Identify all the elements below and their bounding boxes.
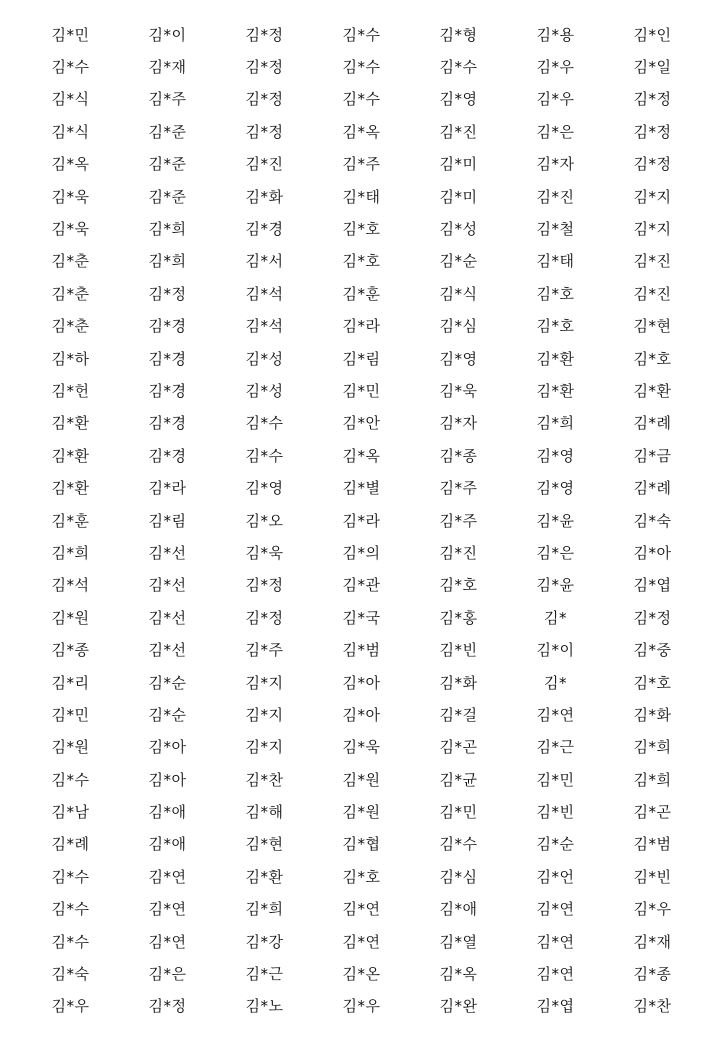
name-cell: 김*아 [633, 543, 672, 562]
name-cell: 김*순 [148, 673, 187, 692]
name-cell: 김*일 [633, 58, 672, 77]
name-cell: 김*민 [342, 381, 381, 400]
name-cell: 김*범 [633, 835, 672, 854]
name-cell: 김*의 [342, 543, 381, 562]
name-cell: 김*성 [245, 381, 284, 400]
name-cell: 김*진 [536, 187, 575, 206]
name-cell: 김*아 [148, 738, 187, 757]
name-cell: 김*하 [51, 349, 90, 368]
name-cell: 김*옥 [342, 446, 381, 465]
name-cell: 김* [544, 673, 567, 692]
name-cell: 김*희 [245, 900, 284, 919]
name-cell: 김*온 [342, 965, 381, 984]
name-cell: 김*수 [342, 90, 381, 109]
name-cell: 김*근 [536, 738, 575, 757]
name-cell: 김*호 [342, 252, 381, 271]
name-cell: 김*환 [51, 414, 90, 433]
name-cell: 김*현 [245, 835, 284, 854]
name-cell: 김*원 [51, 608, 90, 627]
name-cell: 김*종 [633, 965, 672, 984]
name-cell: 김*주 [148, 90, 187, 109]
name-cell: 김*순 [148, 705, 187, 724]
name-cell: 김*례 [51, 835, 90, 854]
name-cell: 김*선 [148, 608, 187, 627]
name-cell: 김*진 [245, 155, 284, 174]
name-cell: 김*원 [342, 770, 381, 789]
name-cell: 김*춘 [51, 317, 90, 336]
name-cell: 김*수 [342, 25, 381, 44]
name-cell: 김* [544, 608, 567, 627]
name-cell: 김*종 [51, 641, 90, 660]
name-cell: 김*경 [148, 317, 187, 336]
name-cell: 김*찬 [633, 997, 672, 1016]
name-cell: 김*우 [536, 58, 575, 77]
name-cell: 김*영 [536, 446, 575, 465]
name-cell: 김*석 [245, 284, 284, 303]
name-cell: 김*주 [439, 511, 478, 530]
name-cell: 김*환 [536, 381, 575, 400]
name-cell: 김*준 [148, 155, 187, 174]
name-cell: 김*열 [439, 932, 478, 951]
name-cell: 김*진 [633, 252, 672, 271]
name-cell: 김*호 [633, 349, 672, 368]
name-cell: 김*숙 [51, 965, 90, 984]
name-cell: 김*엽 [633, 576, 672, 595]
name-cell: 김*범 [342, 641, 381, 660]
name-cell: 김*순 [439, 252, 478, 271]
name-cell: 김*화 [245, 187, 284, 206]
name-cell: 김*욱 [245, 543, 284, 562]
name-cell: 김*영 [439, 90, 478, 109]
name-cell: 김*종 [439, 446, 478, 465]
name-cell: 김*아 [342, 705, 381, 724]
name-cell: 김*준 [148, 187, 187, 206]
name-cell: 김*언 [536, 867, 575, 886]
name-cell: 김*호 [633, 673, 672, 692]
name-cell: 김*은 [536, 543, 575, 562]
name-cell: 김*지 [245, 673, 284, 692]
name-cell: 김*지 [633, 187, 672, 206]
name-cell: 김*례 [633, 414, 672, 433]
name-cell: 김*은 [536, 122, 575, 141]
name-cell: 김*식 [51, 122, 90, 141]
name-cell: 김*관 [342, 576, 381, 595]
name-cell: 김*훈 [51, 511, 90, 530]
name-cell: 김*윤 [536, 576, 575, 595]
name-cell: 김*형 [439, 25, 478, 44]
name-cell: 김*태 [536, 252, 575, 271]
name-cell: 김*애 [148, 803, 187, 822]
name-cell: 김*식 [439, 284, 478, 303]
name-cell: 김*진 [439, 543, 478, 562]
name-cell: 김*정 [633, 122, 672, 141]
name-cell: 김*수 [439, 835, 478, 854]
name-cell: 김*례 [633, 479, 672, 498]
name-cell: 김*옥 [342, 122, 381, 141]
name-cell: 김*리 [51, 673, 90, 692]
name-cell: 김*선 [148, 543, 187, 562]
name-cell: 김*준 [148, 122, 187, 141]
name-cell: 김*정 [245, 58, 284, 77]
name-cell: 김*주 [342, 155, 381, 174]
name-cell: 김*호 [342, 867, 381, 886]
name-cell: 김*윤 [536, 511, 575, 530]
name-cell: 김*수 [51, 58, 90, 77]
name-cell: 김*연 [536, 705, 575, 724]
name-cell: 김*엽 [536, 997, 575, 1016]
name-cell: 김*미 [439, 155, 478, 174]
name-cell: 김*숙 [633, 511, 672, 530]
name-cell: 김*연 [342, 932, 381, 951]
name-cell: 김*경 [148, 349, 187, 368]
name-cell: 김*욱 [51, 187, 90, 206]
name-cell: 김*자 [439, 414, 478, 433]
name-cell: 김*주 [245, 641, 284, 660]
name-cell: 김*환 [245, 867, 284, 886]
name-cell: 김*강 [245, 932, 284, 951]
name-cell: 김*호 [439, 576, 478, 595]
name-cell: 김*재 [633, 932, 672, 951]
name-cell: 김*희 [633, 738, 672, 757]
name-cell: 김*미 [439, 187, 478, 206]
name-cell: 김*인 [633, 25, 672, 44]
name-cell: 김*이 [536, 641, 575, 660]
name-cell: 김*순 [536, 835, 575, 854]
name-cell: 김*라 [342, 317, 381, 336]
name-cell: 김*아 [148, 770, 187, 789]
name-cell: 김*경 [148, 446, 187, 465]
name-cell: 김*호 [536, 317, 575, 336]
name-cell: 김*지 [245, 705, 284, 724]
name-cell: 김*영 [439, 349, 478, 368]
name-cell: 김*민 [536, 770, 575, 789]
name-cell: 김*균 [439, 770, 478, 789]
name-cell: 김*민 [51, 705, 90, 724]
name-cell: 김*우 [633, 900, 672, 919]
name-cell: 김*정 [148, 284, 187, 303]
name-cell: 김*식 [51, 90, 90, 109]
name-cell: 김*연 [536, 900, 575, 919]
name-cell: 김*성 [439, 220, 478, 239]
name-cell: 김*민 [51, 25, 90, 44]
name-cell: 김*주 [439, 479, 478, 498]
name-cell: 김*노 [245, 997, 284, 1016]
name-cell: 김*지 [245, 738, 284, 757]
name-cell: 김*경 [148, 414, 187, 433]
name-cell: 김*정 [245, 608, 284, 627]
name-cell: 김*환 [51, 446, 90, 465]
name-cell: 김*우 [536, 90, 575, 109]
name-cell: 김*애 [439, 900, 478, 919]
name-cell: 김*근 [245, 965, 284, 984]
name-cell: 김*영 [245, 479, 284, 498]
name-cell: 김*중 [633, 641, 672, 660]
name-cell: 김*홍 [439, 608, 478, 627]
name-cell: 김*수 [51, 932, 90, 951]
name-cell: 김*연 [148, 867, 187, 886]
name-cell: 김*현 [633, 317, 672, 336]
name-cell: 김*걸 [439, 705, 478, 724]
name-cell: 김*우 [51, 997, 90, 1016]
name-cell: 김*희 [633, 770, 672, 789]
name-cell: 김*이 [148, 25, 187, 44]
name-cell: 김*수 [245, 414, 284, 433]
name-cell: 김*수 [51, 867, 90, 886]
name-cell: 김*아 [342, 673, 381, 692]
name-cell: 김*라 [342, 511, 381, 530]
name-cell: 김*용 [536, 25, 575, 44]
name-cell: 김*석 [245, 317, 284, 336]
name-cell: 김*국 [342, 608, 381, 627]
name-cell: 김*옥 [51, 155, 90, 174]
name-cell: 김*성 [245, 349, 284, 368]
name-cell: 김*애 [148, 835, 187, 854]
name-cell: 김*선 [148, 576, 187, 595]
name-cell: 김*춘 [51, 284, 90, 303]
name-cell: 김*정 [245, 122, 284, 141]
name-cell: 김*화 [633, 705, 672, 724]
name-cell: 김*진 [633, 284, 672, 303]
name-cell: 김*민 [439, 803, 478, 822]
name-cell: 김*호 [342, 220, 381, 239]
name-cell: 김*서 [245, 252, 284, 271]
name-cell: 김*림 [148, 511, 187, 530]
name-cell: 김*남 [51, 803, 90, 822]
name-cell: 김*진 [439, 122, 478, 141]
name-cell: 김*연 [536, 965, 575, 984]
name-cell: 김*심 [439, 867, 478, 886]
name-cell: 김*빈 [633, 867, 672, 886]
name-cell: 김*라 [148, 479, 187, 498]
name-cell: 김*욱 [342, 738, 381, 757]
name-cell: 김*환 [51, 479, 90, 498]
name-cell: 김*선 [148, 641, 187, 660]
name-cell: 김*석 [51, 576, 90, 595]
name-cell: 김*욱 [439, 381, 478, 400]
name-cell: 김*연 [148, 900, 187, 919]
name-cell: 김*옥 [439, 965, 478, 984]
name-cell: 김*정 [245, 25, 284, 44]
name-cell: 김*욱 [51, 220, 90, 239]
name-cell: 김*희 [536, 414, 575, 433]
name-cell: 김*별 [342, 479, 381, 498]
name-cell: 김*수 [51, 900, 90, 919]
name-cell: 김*정 [245, 90, 284, 109]
name-cell: 김*오 [245, 511, 284, 530]
name-cell: 김*원 [51, 738, 90, 757]
name-cell: 김*빈 [536, 803, 575, 822]
name-cell: 김*헌 [51, 381, 90, 400]
name-cell: 김*자 [536, 155, 575, 174]
name-cell: 김*정 [633, 608, 672, 627]
name-cell: 김*환 [633, 381, 672, 400]
name-cell: 김*화 [439, 673, 478, 692]
name-cell: 김*태 [342, 187, 381, 206]
name-cell: 김*연 [342, 900, 381, 919]
name-cell: 김*철 [536, 220, 575, 239]
name-cell: 김*협 [342, 835, 381, 854]
name-cell: 김*경 [245, 220, 284, 239]
name-cell: 김*우 [342, 997, 381, 1016]
name-cell: 김*수 [342, 58, 381, 77]
name-cell: 김*원 [342, 803, 381, 822]
name-cell: 김*은 [148, 965, 187, 984]
name-cell: 김*심 [439, 317, 478, 336]
name-cell: 김*수 [245, 446, 284, 465]
name-cell: 김*찬 [245, 770, 284, 789]
name-cell: 김*희 [148, 220, 187, 239]
name-cell: 김*훈 [342, 284, 381, 303]
name-cell: 김*수 [51, 770, 90, 789]
name-cell: 김*림 [342, 349, 381, 368]
name-cell: 김*희 [51, 543, 90, 562]
name-cell: 김*호 [536, 284, 575, 303]
name-cell: 김*경 [148, 381, 187, 400]
name-cell: 김*지 [633, 220, 672, 239]
name-cell: 김*정 [148, 997, 187, 1016]
name-cell: 김*금 [633, 446, 672, 465]
name-cell: 김*곤 [439, 738, 478, 757]
name-cell: 김*곤 [633, 803, 672, 822]
name-cell: 김*수 [439, 58, 478, 77]
name-cell: 김*재 [148, 58, 187, 77]
name-cell: 김*빈 [439, 641, 478, 660]
name-cell: 김*정 [245, 576, 284, 595]
name-grid [22, 19, 702, 1023]
name-cell: 김*연 [536, 932, 575, 951]
name-cell: 김*희 [148, 252, 187, 271]
name-cell: 김*정 [633, 155, 672, 174]
name-cell: 김*영 [536, 479, 575, 498]
name-cell: 김*정 [633, 90, 672, 109]
name-cell: 김*안 [342, 414, 381, 433]
name-cell: 김*연 [148, 932, 187, 951]
name-cell: 김*환 [536, 349, 575, 368]
name-cell: 김*해 [245, 803, 284, 822]
name-cell: 김*춘 [51, 252, 90, 271]
name-cell: 김*완 [439, 997, 478, 1016]
